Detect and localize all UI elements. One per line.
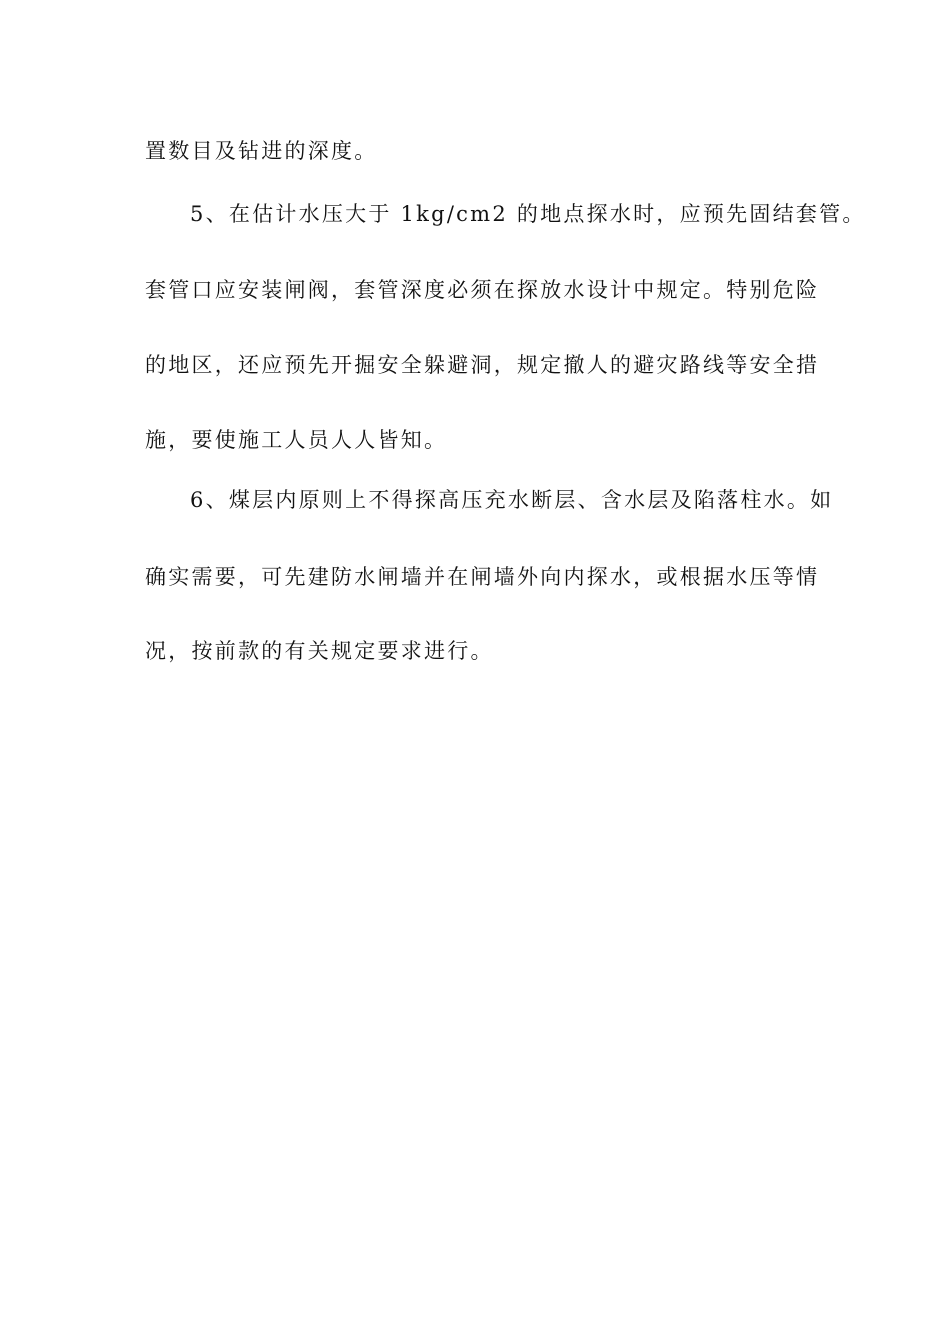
text-line: 确实需要，可先建防水闸墙并在闸墙外向内探水，或根据水压等情 [145, 565, 820, 589]
paragraph-item-6: 6、煤层内原则上不得探高压充水断层、含水层及陷落柱水。如 [190, 488, 834, 512]
text-line: 况，按前款的有关规定要求进行。 [145, 639, 494, 663]
text-line: 置数目及钻进的深度。 [145, 139, 378, 163]
paragraph-item-5: 5、在估计水压大于 1kg/cm2 的地点探水时，应预先固结套管。 [190, 202, 866, 226]
text-line: 套管口应安装闸阀，套管深度必须在探放水设计中规定。特别危险 [145, 278, 820, 302]
text-line: 的地区，还应预先开掘安全躲避洞，规定撤人的避灾路线等安全措 [145, 353, 820, 377]
text-line: 施，要使施工人员人人皆知。 [145, 428, 448, 452]
